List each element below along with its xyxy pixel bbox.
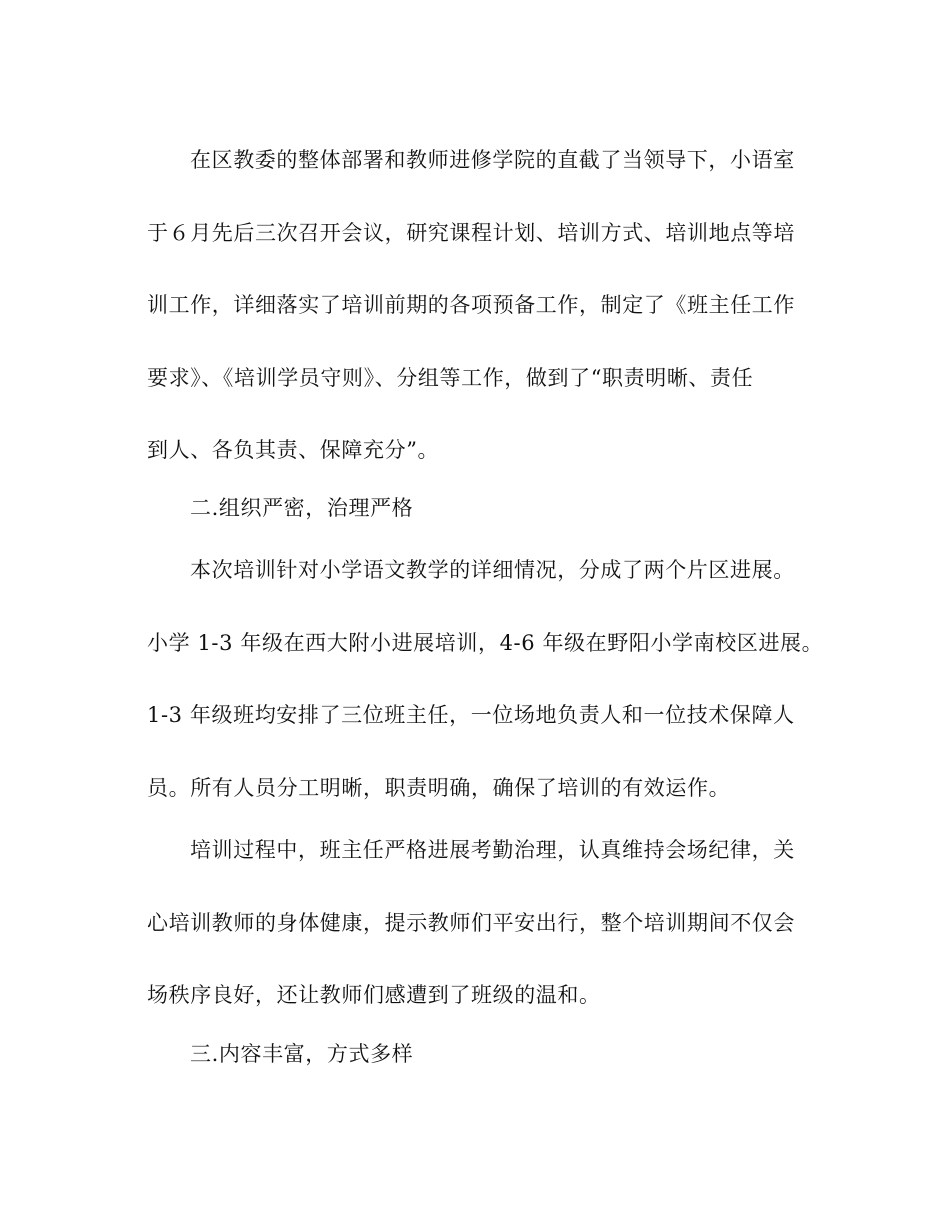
section-heading-3: 三.内容丰富，方式多样 xyxy=(190,1042,414,1066)
paragraph-1-line-4: 要求》、《培训学员守则》、分组等工作，做到了“职责明晰、责任 xyxy=(147,366,754,390)
paragraph-2-line-3: 1-3 年级班均安排了三位班主任，一位场地负责人和一位技术保障人 xyxy=(147,703,795,727)
paragraph-3-line-2: 心培训教师的身体健康，提示教师们平安出行，整个培训期间不仅会 xyxy=(147,911,795,935)
paragraph-3-line-1: 培训过程中，班主任严格进展考勤治理，认真维持会场纪律，关 xyxy=(190,838,795,862)
paragraph-1-line-1: 在区教委的整体部署和教师进修学院的直截了当领导下，小语室 xyxy=(190,148,795,172)
paragraph-1-line-2: 于６月先后三次召开会议，研究课程计划、培训方式、培训地点等培 xyxy=(147,221,795,245)
paragraph-2-line-2: 小学 1-3 年级在西大附小进展培训，4-6 年级在野阳小学南校区进展。 xyxy=(147,631,824,655)
paragraph-3-line-3: 场秩序良好，还让教师们感遭到了班级的温和。 xyxy=(147,983,601,1007)
paragraph-2-line-4: 员。所有人员分工明晰，职责明确，确保了培训的有效运作。 xyxy=(147,776,731,800)
paragraph-1-line-3: 训工作，详细落实了培训前期的各项预备工作，制定了《班主任工作 xyxy=(147,293,795,317)
section-heading-2: 二.组织严密，治理严格 xyxy=(190,496,414,520)
paragraph-1-line-5: 到人、各负其责、保障充分”。 xyxy=(147,438,440,462)
paragraph-2-line-1: 本次培训针对小学语文教学的详细情况，分成了两个片区进展。 xyxy=(190,558,795,582)
